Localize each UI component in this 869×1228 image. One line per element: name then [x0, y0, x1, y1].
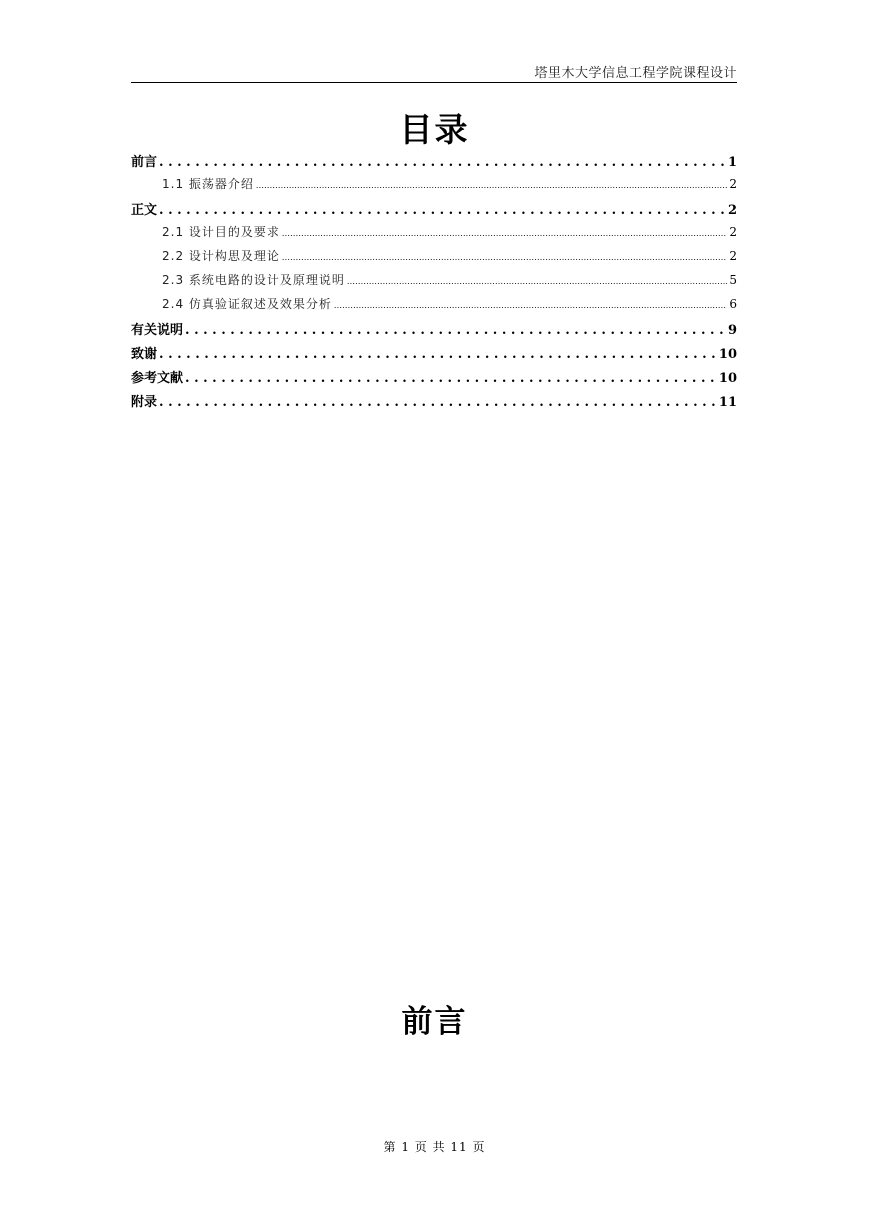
toc-leader-dots: [159, 155, 726, 170]
section-title: 前言: [401, 1004, 468, 1040]
toc-entry-page: 2: [729, 225, 737, 239]
toc-entry-page: 10: [718, 347, 737, 362]
toc-entry-label: 附录: [131, 395, 158, 410]
toc-entry-page: 2: [729, 177, 737, 191]
toc-entry-label: 参考文献: [131, 371, 184, 386]
toc-entry-acknowledgements[interactable]: [131, 342, 737, 366]
toc-entry-simulation[interactable]: [131, 294, 737, 318]
toc-entry-oscillator-intro[interactable]: [131, 174, 737, 198]
table-of-contents: [131, 150, 737, 414]
toc-entry-label: 2.2 设计构思及理论: [162, 249, 280, 263]
toc-entry-label: 致谢: [131, 347, 158, 362]
toc-entry-page: 2: [729, 249, 737, 263]
toc-leader-dots: [159, 395, 717, 410]
toc-leader-dots: [347, 273, 727, 287]
toc-entry-label: 2.1 设计目的及要求: [162, 225, 280, 239]
toc-entry-design-goals[interactable]: [131, 222, 737, 246]
toc-leader-dots: [185, 371, 717, 386]
toc-leader-dots: [159, 203, 726, 218]
toc-leader-dots: [185, 323, 726, 338]
toc-leader-dots: [282, 249, 727, 263]
toc-entry-page: 10: [718, 371, 737, 386]
toc-leader-dots: [282, 225, 727, 239]
toc-entry-page: 9: [727, 323, 737, 338]
toc-entry-label: 2.4 仿真验证叙述及效果分析: [162, 297, 332, 311]
toc-entry-design-concept[interactable]: [131, 246, 737, 270]
toc-entry-page: 1: [727, 155, 737, 170]
page-header: [131, 60, 737, 83]
toc-entry-label: 有关说明: [131, 323, 184, 338]
toc-entry-notes[interactable]: [131, 318, 737, 342]
toc-leader-dots: [256, 177, 727, 191]
toc-entry-label: 前言: [131, 155, 158, 170]
toc-entry-label: 正文: [131, 203, 158, 218]
toc-entry-page: 11: [718, 395, 737, 410]
toc-title: 目录: [399, 110, 470, 149]
toc-entry-main-text[interactable]: [131, 198, 737, 222]
toc-leader-dots: [159, 347, 717, 362]
toc-entry-label: 1.1 振荡器介绍: [162, 177, 254, 191]
header-text: 塔里木大学信息工程学院课程设计: [534, 66, 737, 81]
toc-entry-preface[interactable]: [131, 150, 737, 174]
toc-leader-dots: [334, 297, 727, 311]
toc-entry-appendix[interactable]: [131, 390, 737, 414]
page-footer: 第 1 页 共 11 页: [383, 1140, 486, 1154]
toc-entry-page: 6: [729, 297, 737, 311]
toc-entry-references[interactable]: [131, 366, 737, 390]
toc-entry-circuit-design[interactable]: [131, 270, 737, 294]
toc-entry-page: 5: [729, 273, 737, 287]
toc-entry-label: 2.3 系统电路的设计及原理说明: [162, 273, 345, 287]
toc-entry-page: 2: [727, 203, 737, 218]
